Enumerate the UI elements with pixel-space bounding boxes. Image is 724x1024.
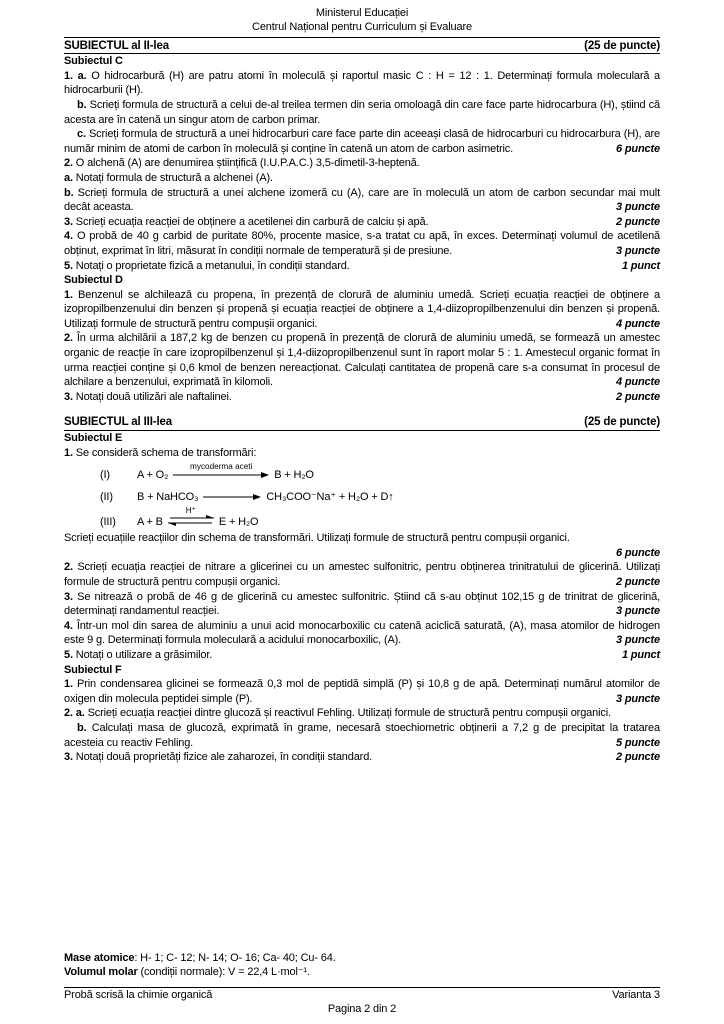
exam-item — [64, 259, 660, 274]
reaction-arrow-icon — [203, 484, 261, 504]
molar-volume-label: Volumul molar — [64, 966, 138, 979]
subsection-title: Subiectul C — [64, 55, 123, 68]
item-number-label: 2. — [64, 157, 76, 170]
item-text: Notați o proprietate fizică a metanului, în condiții standard. — [75, 259, 350, 272]
atomic-masses-label: Mase atomice — [64, 951, 135, 964]
subsection-title: Subiectul D — [64, 274, 123, 287]
item-number-label: 4. — [64, 619, 77, 632]
points-value: 4 puncte — [608, 375, 660, 390]
item-text: Scrieți ecuația reacției dintre glucoză și reactivul Fehling. Utilizați formule de structură pentru compușii organici. — [87, 707, 611, 720]
section-points-total: (25 de puncte) — [584, 39, 660, 52]
item-number-label: 2. a. — [64, 707, 88, 720]
item-number-label: 1. — [64, 288, 79, 301]
exam-item — [64, 69, 660, 98]
exam-item — [64, 619, 660, 648]
equation-products: E + H₂O — [218, 515, 259, 528]
equation-reactants: B + NaHCO₃ — [137, 490, 199, 503]
exam-item — [64, 750, 660, 765]
item-text: Scrieți ecuația reacției de obținere a acetilenei din carbură de calciu și apă. — [75, 215, 429, 228]
constants-block — [64, 951, 660, 980]
item-text: O alchenă (A) are denumirea științifică (I.U.P.A.C.) 3,5-dimetil-3-heptenă. — [75, 157, 420, 170]
equation-row — [100, 506, 660, 529]
arrow-condition-label — [231, 484, 233, 493]
points-value: 3 puncte — [608, 604, 660, 619]
points-value: 2 puncte — [608, 390, 660, 405]
item-number-label: a. — [64, 171, 76, 184]
points-value: 3 puncte — [608, 692, 660, 707]
equation-reactants: A + B — [137, 515, 163, 528]
points-value: 4 puncte — [608, 317, 660, 332]
equation-number: (III) — [100, 515, 116, 528]
exam-item — [64, 186, 660, 215]
item-text: Scrieți ecuațiile reacțiilor din schema de transformări. Utilizați formule de structură pentru compușii organici. — [64, 532, 570, 545]
item-number-label: 1. a. — [64, 69, 92, 82]
exam-item — [64, 531, 660, 546]
exam-item — [64, 721, 660, 750]
exam-item — [64, 648, 660, 663]
item-number-label: 3. — [64, 751, 76, 764]
item-text: Se nitrează o probă de 46 g de glicerină cu amestec sulfonitric. Știind că s-au obținut 102,15 g de trinitrat de glicerină, determinați randamentul reacției. — [64, 590, 661, 618]
item-text: Calculați masa de glucoză, exprimată în grame, necesară stoechiometric obținerii a 7,2 g de precipitat la tratarea acesteia cu reactiv Fehling. — [64, 721, 660, 749]
exam-item — [64, 156, 660, 171]
item-text: O probă de 40 g carbid de puritate 80%, procente masice, s-a tratat cu apă, în exces. Determinați volumul de acetilenă obținut, exprimat în litri, măsurat în condiții normale de temperatură și de presiune. — [64, 230, 661, 257]
equation-row — [100, 484, 660, 504]
subsection-title: Subiectul F — [64, 663, 122, 676]
item-text: Prin condensarea glicinei se formează 0,3 mol de peptidă simplă (P) și 10,8 g de apă. Determinați numărul atomilor de oxigen din molecula peptidei simple (P). — [64, 678, 661, 705]
points-value: 6 puncte — [595, 142, 660, 157]
item-number-label: c. — [77, 128, 89, 141]
section-points-total: (25 de puncte) — [584, 416, 660, 429]
item-text: Se consideră schema de transformări: — [75, 446, 257, 459]
item-number-label: b. — [77, 721, 92, 734]
item-number-label: 3. — [64, 215, 76, 228]
exam-item — [64, 127, 660, 156]
equation-reactants: A + O₂ — [137, 468, 169, 481]
item-number-label: b. — [64, 186, 78, 199]
exam-item — [64, 98, 660, 127]
exam-item — [64, 331, 660, 389]
section-title: SUBIECTUL al II-lea — [64, 39, 169, 52]
exam-item — [64, 677, 660, 706]
item-text: Notați două utilizări ale naftalinei. — [75, 390, 232, 403]
item-text: Notați o utilizare a grăsimilor. — [75, 648, 213, 661]
section-heading-row — [64, 414, 660, 431]
footer-exam-type: Probă scrisă la chimie organică — [64, 989, 213, 1002]
equation-number: (II) — [100, 490, 113, 503]
equation-row — [100, 462, 660, 482]
document-header — [64, 7, 660, 38]
points-value: 3 puncte — [608, 200, 660, 215]
item-text: Notați două proprietăți fizice ale zaharozei, în condiții standard. — [75, 751, 373, 764]
exam-item — [64, 229, 660, 258]
points-value: 6 puncte — [615, 546, 660, 559]
exam-item — [64, 706, 660, 721]
item-number-label: 1. — [64, 678, 78, 691]
item-number-label: b. — [77, 98, 90, 111]
points-value: 2 puncte — [608, 750, 660, 765]
item-text: În urma alchilării a 187,2 kg de benzen cu propenă în prezență de clorură de aluminiu umedă, se formează un amestec organic de reacție în care izopropilbenzenul și 1,4-diizopropilbenzenul sunt în raport molar 5 : 1. Amestecul organic format în urma reacției conține și 0,6 kmol de benzen nereacționat. Calculați cantitatea de propenă care s-a consumat în procesul de alchilare a benzenului, exprimată în kilomoli. — [64, 332, 660, 389]
item-text: Într-un mol din sarea de aluminiu a unui acid monocarboxilic cu catenă aciclică saturată, (A), masa atomilor de hidrogen este 9 g. Determinați formula moleculară a acidului monocarboxilic, (A). — [64, 619, 660, 647]
equation-products: CH₃COO⁻Na⁺ + H₂O + D↑ — [266, 490, 394, 503]
exam-item — [64, 560, 660, 589]
molar-volume-line — [64, 965, 660, 980]
exam-item — [64, 288, 660, 332]
exam-item — [64, 590, 660, 619]
atomic-masses-line — [64, 951, 660, 966]
equilibrium-arrow-icon — [168, 506, 214, 529]
center-name: Centrul Național pentru Curriculum și Evaluare — [252, 20, 472, 33]
footer-page-number: Pagina 2 din 2 — [327, 1003, 397, 1016]
equation-number: (I) — [100, 468, 110, 481]
points-value: 1 punct — [614, 259, 660, 274]
item-number-label: 4. — [64, 230, 77, 243]
section-heading-row — [64, 38, 660, 55]
item-text: Scrieți formula de structură a unei alchene izomeră cu (A), care are în moleculă un atom de carbon secundar mai mult decât aceasta. — [64, 186, 660, 214]
item-number-label: 5. — [64, 648, 76, 661]
points-value: 2 puncte — [608, 575, 660, 590]
points-value: 3 puncte — [608, 244, 660, 259]
points-value: 3 puncte — [608, 633, 660, 648]
item-number-label: 1. — [64, 446, 76, 459]
item-number-label: 2. — [64, 561, 78, 574]
reaction-scheme — [100, 462, 660, 529]
item-text: Benzenul se alchilează cu propena, în prezență de clorură de aluminiu umedă. Scrieți ecuația reacției de obținere a izopropilbenzenului din benzen și propenă și ecuația reacției de obținere a 1,4-diizopropilbenzenului din benzen și propenă. Utilizați formule de structură pentru compușii organici. — [64, 288, 661, 330]
document-body — [64, 38, 660, 765]
arrow-condition-label: mycoderma aceti — [190, 462, 253, 472]
exam-item — [64, 446, 660, 461]
molar-volume-values: (condiții normale): V = 22,4 L·mol⁻¹. — [137, 966, 310, 979]
section-title: SUBIECTUL al III-lea — [64, 416, 172, 429]
points-value: 5 puncte — [595, 736, 660, 751]
item-number-label: 3. — [64, 390, 76, 403]
subsection-title: Subiectul E — [64, 432, 123, 445]
item-text: Scrieți formula de structură a celui de-al treilea termen din seria omoloagă din care face parte hidrocarbura (H), știind că acesta are în catenă un singur atom de carbon primar. — [64, 98, 660, 126]
points-value: 1 punct — [614, 648, 660, 663]
document-footer — [64, 987, 660, 1017]
exam-item — [64, 171, 660, 186]
item-text: Scrieți formula de structură a unei hidrocarburi care face parte din aceeași clasă de hidrocarburi cu hidrocarbura (H), are număr minim de atomi de carbon în moleculă și conține în catenă un atom de carbon asimetric. — [64, 128, 661, 155]
item-number-label: 3. — [64, 590, 78, 603]
points-value: 2 puncte — [608, 215, 660, 230]
item-text: O hidrocarbură (H) are patru atomi în moleculă și raportul masic C : H = 12 : 1. Determinați formula moleculară a hidrocarburii (H). — [64, 69, 661, 97]
item-text: Scrieți ecuația reacției de nitrare a glicerinei cu un amestec sulfonitric, pentru obținerea trinitratului de glicerină. Utilizați formule de structură pentru compușii organici. — [64, 561, 661, 588]
arrow-condition-label: H⁺ — [185, 506, 196, 516]
item-text: Notați formula de structură a alchenei (A). — [75, 171, 273, 184]
reaction-arrow-icon — [173, 462, 269, 482]
ministry-name: Ministerul Educației — [315, 7, 409, 19]
item-number-label: 2. — [64, 332, 77, 345]
equation-products: B + H₂O — [274, 468, 314, 481]
item-number-label: 5. — [64, 259, 76, 272]
footer-row — [64, 987, 660, 1003]
exam-item — [64, 215, 660, 230]
footer-variant: Varianta 3 — [612, 989, 660, 1002]
exam-item — [64, 390, 660, 405]
atomic-masses-values: : H- 1; C- 12; N- 14; O- 16; Ca- 40; Cu- 64. — [134, 951, 336, 964]
